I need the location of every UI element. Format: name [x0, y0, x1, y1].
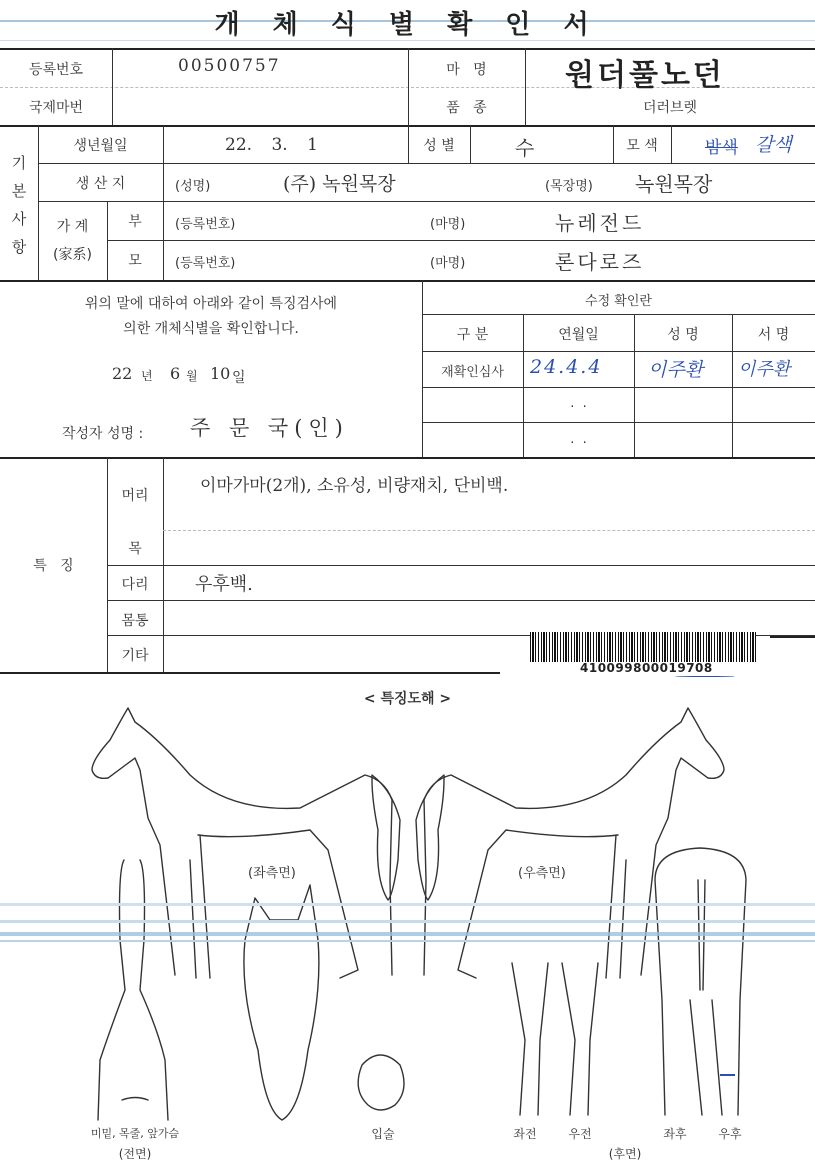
horse-name-label: 마 명 [446, 62, 487, 78]
horse-left-tail [372, 775, 400, 900]
table-border [0, 457, 815, 459]
correction-date: . . [570, 432, 587, 447]
barcode-number: 410099800019708 [580, 661, 713, 675]
right-fore-label: 우전 [568, 1127, 592, 1141]
correction-date: . . [570, 396, 587, 411]
correction-type: 재확인심사 [441, 365, 504, 380]
pedigree-label-hanja: (家系) [53, 247, 92, 263]
author-label: 작성자 성명 : [62, 426, 144, 442]
horse-fore-legs [512, 963, 598, 1115]
author-signature: 주 문 국(인) [190, 416, 349, 440]
section-label-char: 기 [11, 154, 27, 172]
column-header: 서 명 [757, 327, 790, 343]
farm-name-value: 녹원목장 [635, 172, 713, 196]
table-border [0, 280, 815, 282]
horse-lips-view [358, 1055, 404, 1110]
column-header: 성 명 [667, 327, 699, 343]
barcode-image [530, 632, 756, 662]
feature-label: 기타 [121, 648, 149, 664]
dam-name-label: (마명) [430, 256, 466, 271]
date-month: 6 [170, 364, 181, 383]
confirmation-statement-line1: 위의 말에 대하여 아래와 같이 특징검사에 [84, 296, 338, 312]
row-divider [422, 314, 815, 315]
confirmation-statement-line2: 의한 개체식별을 확인합니다. [123, 321, 299, 337]
row-divider [107, 240, 815, 241]
feature-value: 우후백. [195, 574, 253, 595]
feature-label: 다리 [121, 577, 149, 593]
row-divider [422, 351, 815, 352]
section-label-char: 항 [11, 238, 27, 256]
section-label-char: 본 [11, 182, 27, 200]
birth-value: 22. 3. 1 [225, 135, 318, 155]
date-day: 10 [210, 364, 231, 383]
column-header: 연월일 [558, 327, 599, 343]
correction-name: 이주환 [648, 359, 704, 381]
right-hind-label: 우후 [718, 1127, 742, 1141]
breed-value: 더러브렛 [642, 100, 698, 116]
sire-label: 부 [128, 214, 142, 230]
horse-left-side-outline [92, 708, 392, 978]
row-divider [107, 565, 815, 566]
sex-label: 성 별 [423, 138, 455, 154]
row-divider [107, 600, 815, 601]
feature-label: 몸통 [121, 613, 149, 629]
dam-name-value: 론다로즈 [555, 250, 645, 274]
correction-date: 24.4.4 [530, 356, 603, 378]
document-title: 개 체 식 별 확 인 서 [214, 10, 601, 40]
row-divider [163, 530, 815, 531]
lips-label: 입술 [371, 1127, 395, 1141]
date-month-unit: 월 [186, 369, 198, 383]
row-divider [38, 201, 815, 202]
diagram-title: < 특징도해 > [363, 691, 452, 707]
ink-underline [675, 676, 735, 677]
left-hind-label: 좌후 [663, 1127, 687, 1141]
sire-reg-label: (등록번호) [175, 217, 236, 232]
breeder-name-value: (주) 녹원목장 [283, 173, 396, 195]
left-fore-label: 좌전 [513, 1127, 537, 1141]
color-value-struck: 밤색 [705, 138, 738, 158]
correction-signature: 이주환 [738, 359, 791, 380]
sire-name-value: 뉴레전드 [555, 211, 645, 235]
dam-label: 모 [128, 253, 142, 269]
rear-view-sub-label: (후면) [608, 1147, 642, 1161]
pedigree-label: 가 계 [56, 219, 89, 235]
horse-front-view [98, 860, 168, 1120]
color-value: 갈색 [755, 134, 792, 156]
scan-artifact-line [0, 903, 815, 906]
date-year: 22 [112, 364, 133, 383]
breeder-name-label: (성명) [175, 179, 211, 194]
horse-name-value: 원더풀노던 [565, 58, 725, 93]
date-year-unit: 년 [141, 369, 153, 383]
farm-name-label: (목장명) [545, 179, 593, 194]
right-side-label: (우측면) [518, 866, 566, 881]
sex-value: 수 [515, 136, 535, 160]
color-label: 모 색 [626, 138, 658, 154]
left-side-label: (좌측면) [248, 866, 296, 881]
breeder-label: 생 산 지 [75, 176, 126, 192]
reg-no-label: 등록번호 [28, 62, 84, 78]
sire-name-label: (마명) [430, 217, 466, 232]
row-divider [422, 422, 815, 423]
col-divider [671, 125, 672, 163]
corrections-title: 수정 확인란 [585, 294, 652, 309]
col-divider [163, 125, 164, 280]
scan-artifact-line [0, 932, 815, 936]
date-day-unit: 일 [232, 370, 246, 386]
scan-artifact-line [0, 920, 815, 923]
column-header: 구 분 [456, 327, 489, 343]
scan-artifact-line [0, 940, 815, 942]
birth-label: 생년월일 [73, 138, 128, 154]
dam-reg-label: (등록번호) [175, 256, 236, 271]
col-divider [470, 125, 471, 163]
features-section-label: 특 징 [33, 558, 74, 574]
feature-value: 이마가마(2개), 소유성, 비량재치, 단비백. [200, 476, 509, 496]
section-label-char: 사 [11, 210, 27, 228]
row-divider [422, 387, 815, 388]
reg-no-value: 00500757 [178, 56, 281, 76]
feature-label: 목 [128, 541, 142, 557]
horse-right-tail [416, 775, 444, 900]
breed-label: 품 종 [446, 100, 487, 116]
table-border [770, 636, 815, 638]
col-divider [112, 48, 113, 125]
intl-no-label: 국제마번 [28, 100, 84, 116]
table-border [0, 672, 500, 674]
row-divider [38, 163, 815, 164]
horse-right-side-outline [424, 708, 724, 978]
front-view-sub-label: (전면) [118, 1147, 152, 1161]
feature-label: 머리 [121, 488, 149, 504]
front-view-label: 미밑, 목줄, 앞가슴 [90, 1127, 180, 1140]
